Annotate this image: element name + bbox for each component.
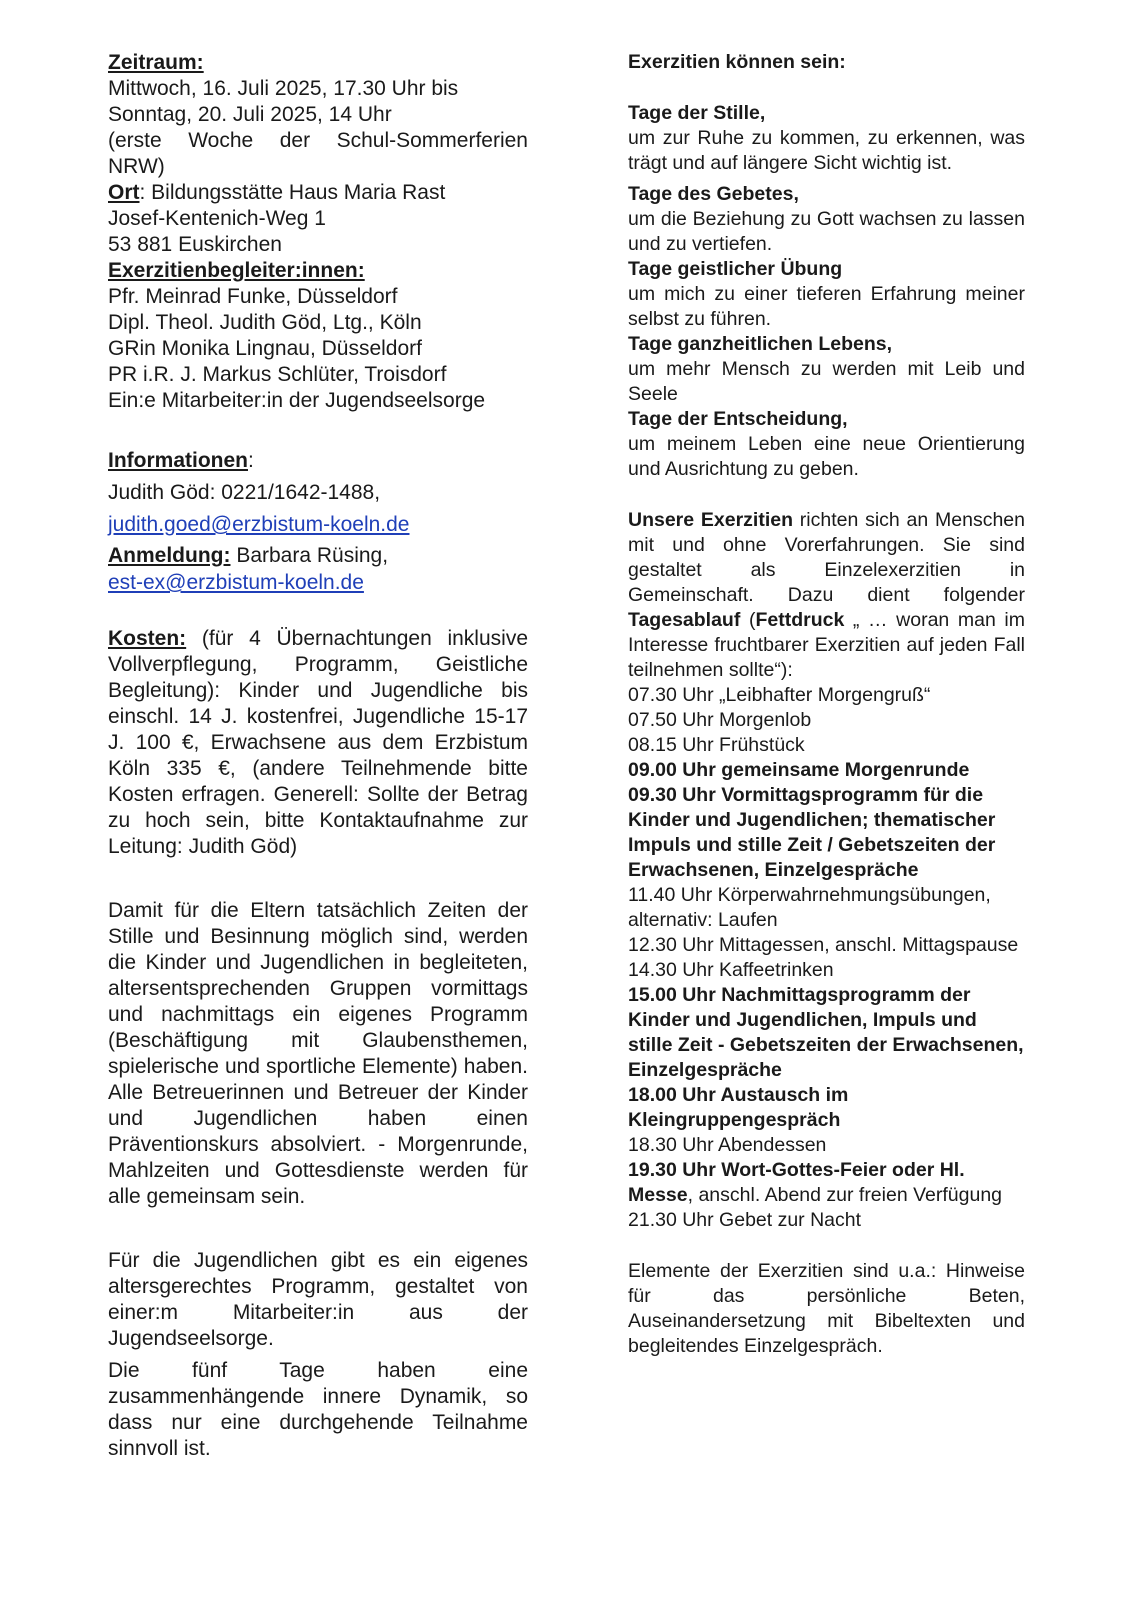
type-title: Tage geistlicher Übung	[628, 258, 843, 280]
exerzitien-heading: Exerzitien können sein:	[628, 51, 846, 73]
paren-open: (	[740, 609, 756, 631]
elemente-paragraph: Elemente der Exerzitien sind u.a.: Hinweise für das persönliche Beten, Auseinandersetzung mit Bibeltexten und begleitendes Einzelgespräch.	[628, 1260, 1025, 1357]
info-email-link[interactable]: judith.goed@erzbistum-koeln.de	[108, 513, 410, 536]
schedule-item: 07.50 Uhr Morgenlob	[628, 709, 812, 731]
fettdruck-text: „ … woran man im Interesse fruchtbarer Exerzitien auf jeden Fall teilnehmen sollte“):	[628, 609, 1025, 681]
begleiter-label: Exerzitienbegleiter:innen:	[108, 259, 365, 282]
tagesablauf-bold: Tagesablauf	[628, 609, 741, 631]
type-text: um zur Ruhe zu kommen, zu erkennen, was trägt und auf längere Sicht wichtig ist.	[628, 127, 1025, 174]
type-title: Tage ganzheitlichen Lebens,	[628, 333, 893, 355]
schedule-last-bold: 19.30 Uhr Wort-Gottes-Feier oder Hl. Messe	[628, 1159, 965, 1206]
right-column	[628, 50, 1025, 1359]
begleiter-item: Dipl. Theol. Judith Göd, Ltg., Köln	[108, 311, 422, 334]
schedule-item	[628, 1158, 1025, 1208]
type-title: Tage des Gebetes,	[628, 183, 799, 205]
unsere-paragraph	[628, 508, 1025, 683]
anmeldung-label: Anmeldung:	[108, 544, 231, 567]
ort-value: : Bildungsstätte Haus Maria Rast	[139, 181, 446, 204]
info-heading	[108, 444, 528, 478]
fettdruck-bold: Fettdruck	[755, 609, 845, 631]
type-title: Tage der Stille,	[628, 102, 766, 124]
ort-line	[108, 180, 528, 206]
type-block	[628, 407, 1025, 482]
info-colon: :	[248, 449, 254, 472]
address-line-2: 53 881 Euskirchen	[108, 233, 282, 256]
info-label: Informationen	[108, 449, 248, 472]
schedule-item: 09.00 Uhr gemeinsame Morgenrunde	[628, 759, 970, 781]
begleiter-item: Pfr. Meinrad Funke, Düsseldorf	[108, 285, 398, 308]
type-block	[628, 332, 1025, 407]
info-contact: Judith Göd: 0221/1642-1488,	[108, 481, 381, 504]
type-title: Tage der Entscheidung,	[628, 408, 848, 430]
type-block	[628, 101, 1025, 176]
unsere-text: richten sich an Menschen mit und ohne Vorerfahrungen. Sie sind gestaltet als Einzelexerzitien in Gemeinschaft. Dazu dient folgender	[628, 509, 1025, 606]
begleiter-item: PR i.R. J. Markus Schlüter, Troisdorf	[108, 363, 447, 386]
zeitraum-label: Zeitraum:	[108, 51, 204, 74]
kosten-paragraph	[108, 626, 528, 860]
zeitraum-line-1: Mittwoch, 16. Juli 2025, 17.30 Uhr bis	[108, 77, 459, 100]
zeitraum-line-2: Sonntag, 20. Juli 2025, 14 Uhr	[108, 103, 392, 126]
type-text: um die Beziehung zu Gott wachsen zu lassen und zu vertiefen.	[628, 208, 1025, 255]
schedule-night: 21.30 Uhr Gebet zur Nacht	[628, 1209, 862, 1231]
address-line-1: Josef-Kentenich-Weg 1	[108, 207, 326, 230]
schedule-item: 11.40 Uhr Körperwahrnehmungsübungen, alternativ: Laufen	[628, 884, 991, 931]
kosten-label: Kosten:	[108, 627, 187, 650]
unsere-bold: Unsere Exerzitien	[628, 509, 794, 531]
schedule-last-text: , anschl. Abend zur freien Verfügung	[687, 1184, 1003, 1206]
schedule-item: 09.30 Uhr Vormittagsprogramm für die Kinder und Jugendlichen; thematischer Impuls und stille Zeit / Gebetszeiten der Erwachsenen, Einzelgespräche	[628, 784, 996, 881]
ort-label: Ort	[108, 181, 140, 204]
anmeldung-name: Barbara Rüsing,	[230, 544, 389, 567]
schedule-item: 08.15 Uhr Frühstück	[628, 734, 805, 756]
schedule-item: 15.00 Uhr Nachmittagsprogramm der Kinder und Jugendlichen, Impuls und stille Zeit - Gebetszeiten der Erwachsenen, Einzelgespräche	[628, 984, 1024, 1081]
type-block	[628, 257, 1025, 332]
left-column	[108, 50, 528, 1462]
type-text: um mehr Mensch zu werden mit Leib und Seele	[628, 358, 1025, 405]
kosten-text: (für 4 Übernachtungen inklusive Vollverpflegung, Programm, Geistliche Begleitung): Kinder und Jugendliche bis einschl. 14 J. kostenfrei, Jugendliche 15-17 J. 100 €, Erwachsene aus dem Erzbistum Köln 335 €, (andere Teilnehmende bitte Kosten erfragen. Generell: Sollte der Betrag zu hoch sein, bitte Kontaktaufnahme zur Leitung: Judith Göd)	[108, 627, 528, 858]
schedule-item: 18.30 Uhr Abendessen	[628, 1134, 827, 1156]
begleiter-item: GRin Monika Lingnau, Düsseldorf	[108, 337, 422, 360]
jugend-paragraph: Für die Jugendlichen gibt es ein eigenes altersgerechtes Programm, gestaltet von einer:m Mitarbeiter:in aus der Jugendseelsorge.	[108, 1249, 528, 1350]
schedule-item: 18.00 Uhr Austausch im Kleingruppengespräch	[628, 1084, 849, 1131]
type-text: um mich zu einer tieferen Erfahrung meiner selbst zu führen.	[628, 283, 1025, 330]
eltern-paragraph: Damit für die Eltern tatsächlich Zeiten der Stille und Besinnung möglich sind, werden die Kinder und Jugendlichen in begleiteten, altersentsprechenden Gruppen vormittags und nachmittags ein eigenes Programm (Beschäftigung mit Glaubensthemen, spielerische und sportliche Elemente) haben. Alle Betreuerinnen und Betreuer der Kinder und Jugendlichen haben einen Präventionskurs absolviert. - Morgenrunde, Mahlzeiten und Gottesdienste werden für alle gemeinsam sein.	[108, 899, 528, 1208]
schedule-item: 07.30 Uhr „Leibhafter Morgengruß“	[628, 684, 931, 706]
schedule-item: 12.30 Uhr Mittagessen, anschl. Mittagspause	[628, 934, 1019, 956]
zeitraum-note: (erste Woche der Schul-Sommerferien NRW)	[108, 129, 528, 178]
begleiter-item: Ein:e Mitarbeiter:in der Jugendseelsorge	[108, 389, 486, 412]
schedule-item: 14.30 Uhr Kaffeetrinken	[628, 959, 834, 981]
tage-paragraph: Die fünf Tage haben eine zusammenhängende innere Dynamik, so dass nur eine durchgehende Teilnahme sinnvoll ist.	[108, 1359, 528, 1460]
anmeldung-line	[108, 542, 528, 570]
anmeldung-email-link[interactable]: est-ex@erzbistum-koeln.de	[108, 571, 364, 594]
type-text: um meinem Leben eine neue Orientierung und Ausrichtung zu geben.	[628, 433, 1025, 480]
type-block	[628, 182, 1025, 257]
schedule-list	[628, 683, 1025, 1158]
